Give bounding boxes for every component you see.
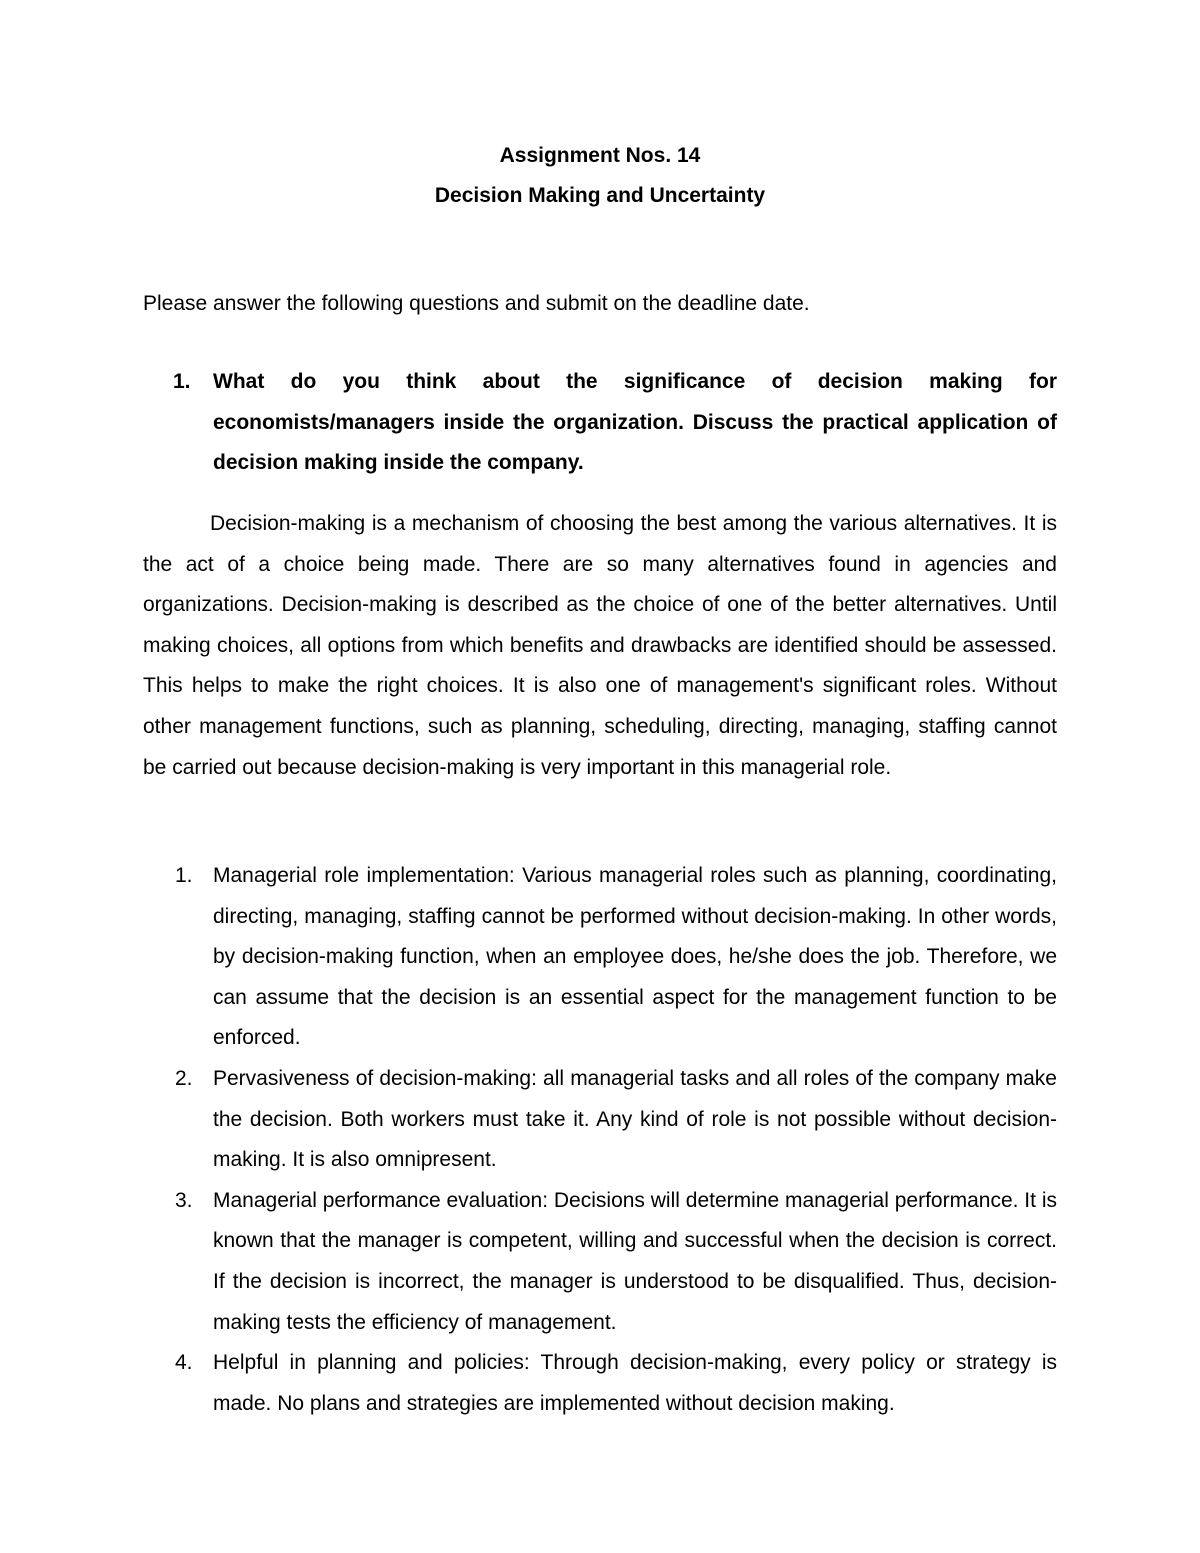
answer-paragraph: Decision-making is a mechanism of choosing the best among the various alternatives. It is the act of a choice being made. There are so many alternatives found in agencies and organizations. Decision-making is described as the choice of one of the better alternatives. Until making choices, all options from which benefits and drawbacks are identified should be assessed. This helps to make the right choices. It is also one of management's significant roles. Without other management functions, such as planning, scheduling, directing, managing, staffing cannot be carried out because decision-making is very important in this managerial role. bbox=[143, 512, 1057, 779]
list-item bbox=[143, 1343, 1057, 1424]
list-item-number: 4. bbox=[175, 1351, 193, 1375]
page-title: Assignment Nos. 14 bbox=[499, 144, 701, 167]
list-item bbox=[143, 856, 1057, 1059]
intro-text: Please answer the following questions and submit on the deadline date. bbox=[143, 292, 810, 315]
points-list bbox=[143, 856, 1057, 1424]
list-item-number: 3. bbox=[175, 1188, 193, 1212]
question-item bbox=[143, 362, 1057, 484]
list-item-text: Pervasiveness of decision-making: all managerial tasks and all roles of the company make the decision. Both workers must take it. Any kind of role is not possible without decision-making. It is also omnipresent. bbox=[213, 1066, 1057, 1172]
question-text: What do you think about the significance of decision making for economists/managers inside the organization. Discuss the practical application of decision making inside the company. bbox=[213, 370, 1057, 475]
list-item-text: Helpful in planning and policies: Through decision-making, every policy or strategy is made. No plans and strategies are implemented without decision making. bbox=[213, 1351, 1057, 1415]
list-item-text: Managerial role implementation: Various managerial roles such as planning, coordinating, directing, managing, staffing cannot be performed without decision-making. In other words, by decision-making function, when an employee does, he/she does the job. Therefore, we can assume that the decision is an essential aspect for the management function to be enforced. bbox=[213, 864, 1057, 1050]
list-item-number: 1. bbox=[175, 864, 193, 887]
list-item-number: 2. bbox=[175, 1066, 193, 1090]
question-number: 1. bbox=[173, 370, 191, 393]
list-item-text: Managerial performance evaluation: Decisions will determine managerial performance. It is known that the manager is competent, willing and successful when the decision is correct. If the decision is incorrect, the manager is understood to be disqualified. Thus, decision-making tests the efficiency of management. bbox=[213, 1188, 1057, 1334]
list-item bbox=[143, 1181, 1057, 1343]
list-item bbox=[143, 1059, 1057, 1181]
page-subtitle: Decision Making and Uncertainty bbox=[434, 184, 766, 207]
